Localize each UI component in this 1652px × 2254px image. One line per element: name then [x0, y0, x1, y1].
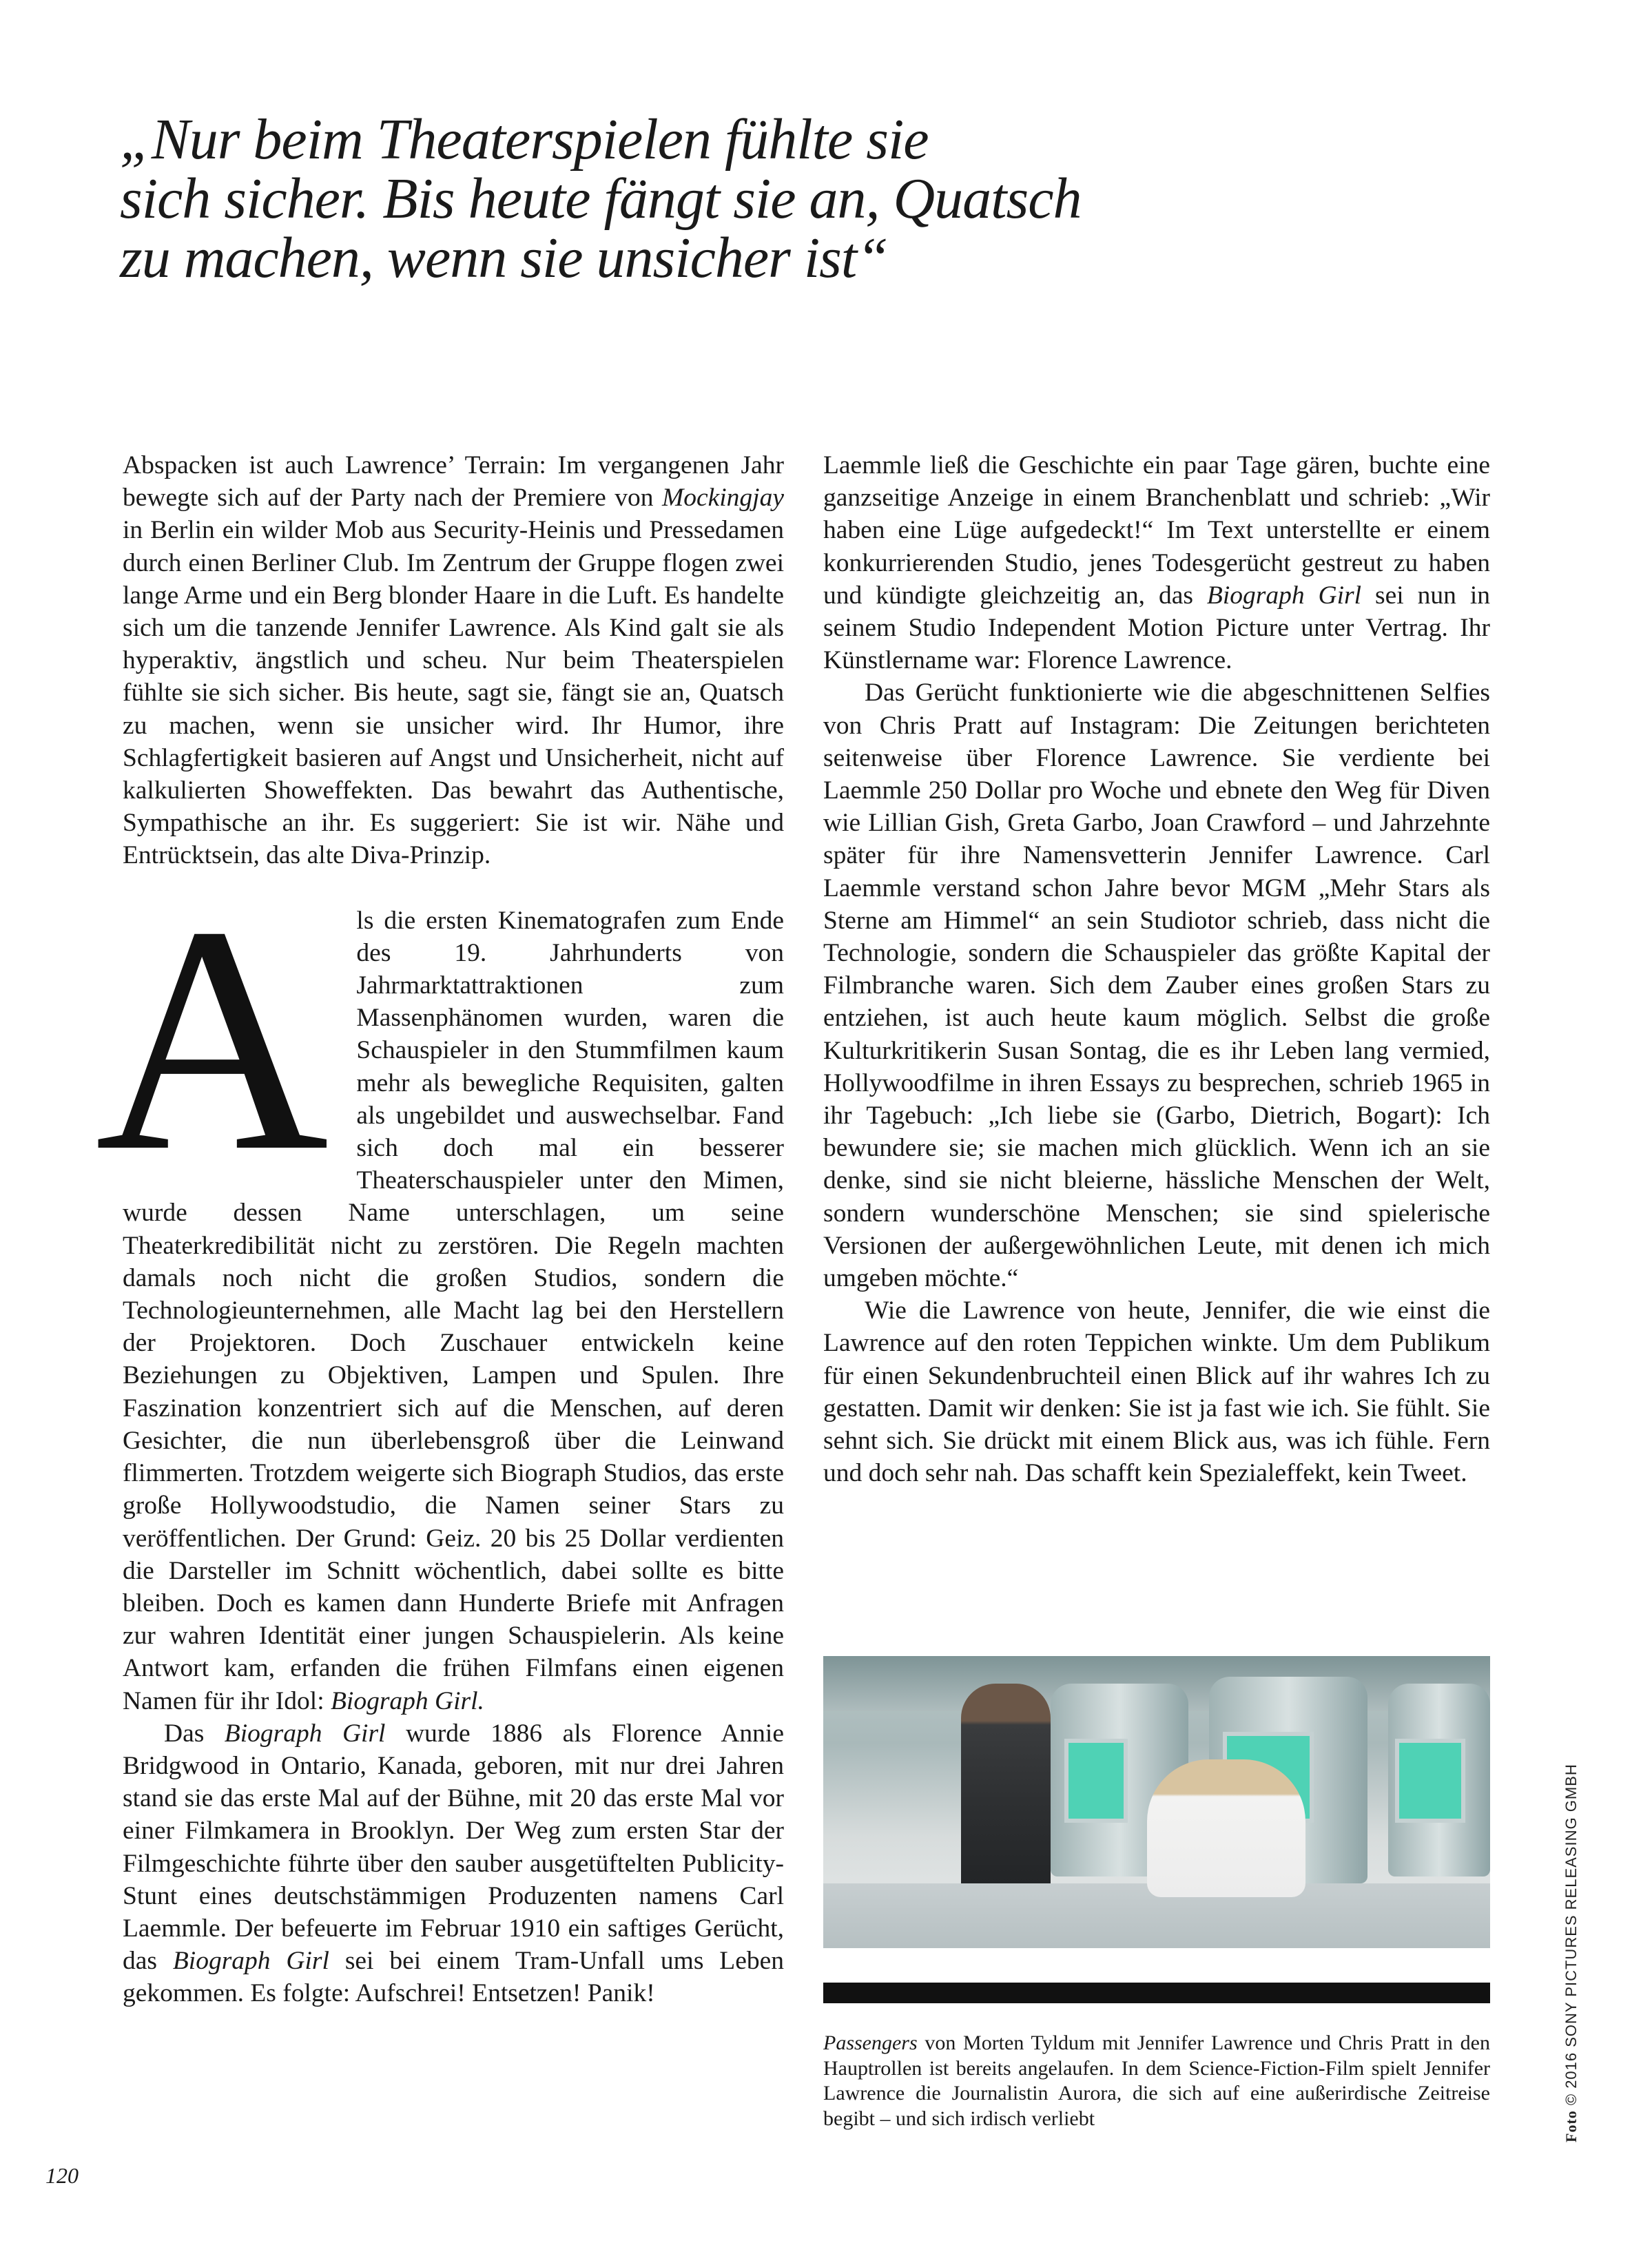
paragraph: Abspacken ist auch Lawrence’ Terrain: Im vergangenen Jahr bewegte sich auf der Party nach der Premiere von Mockingjay in Berlin ein wilder Mob aus Security-Heinis und Pressedamen durch einen Berliner Club. Im Zentrum der Gruppe flogen zwei lange Arme und ein Berg blonder Haare in die Luft. Es handelte sich um die tanzende Jennifer Lawrence. Als Kind galt sie als hyperaktiv, ängstlich und scheu. Nur beim Theaterspielen fühlte sie sich sicher. Bis heute, sagt sie, fängt sie an, Quatsch zu machen, wenn sie unsicher wird. Ihr Humor, ihre Schlagfertigkeit basieren auf Angst und Unsicherheit, nicht auf kalkulierten Showeffekten. Das bewahrt das Authentische, Sympathische an ihr. Es suggeriert: Sie ist wir. Nähe und Entrücktsein, das alte Diva-Prinzip.: [123, 451, 784, 870]
pull-quote-line: sich sicher. Bis heute fängt sie an, Quatsch: [120, 167, 1082, 231]
paragraph-dropcap: A ls die ersten Kinematografen zum Ende des 19. Jahrhunderts von Jahrmarktattraktionen zum Massenphänomen wurden, waren die Schauspieler in den Stummfilmen kaum mehr als bewegliche Requisiten, galten als ungebildet und auswechselbar. Fand sich doch mal ein besserer Theaterschauspieler unter den Mimen, wurde dessen Name unterschlagen, um seine Theaterkredibilität nicht zu zerstören. Die Regeln machten damals noch nicht die großen Studios, sondern die Technologieunternehmen, alle Macht lag bei den Herstellern der Projektoren. Doch Zuschauer entwickeln keine Beziehungen zu Objektiven, Lampen und Spulen. Ihre Faszination konzentriert sich auf die Menschen, auf deren Gesichter, die nun überlebensgroß über die Leinwand flimmerten. Trotzdem weigerte sich Biograph Studios, das erste große Hollywoodstudio, die Namen seiner Stars zu veröffentlichen. Der Grund: Geiz. 20 bis 25 Dollar verdienten die Darsteller im Schnitt wöchentlich, dabei sollte es bitte bleiben. Doch es kamen dann Hunderte Briefe mit Anfragen zur wahren Identität einer jungen Schauspielerin. Als keine Antwort kam, erfanden die frühen Filmfans einen eigenen Namen für ihr Idol: Biograph Girl.: [95, 858, 784, 1715]
photo-figure-woman: [1147, 1759, 1305, 1897]
pull-quote-line: zu machen, wenn sie unsicher ist“: [120, 226, 888, 290]
photo-bar: [823, 1983, 1490, 2003]
paragraph: Das Gerücht funktionierte wie die abgeschnittenen Selfies von Chris Pratt auf Instagram: Die Zeitungen berichteten seitenweise über Florence Lawrence. Sie verdiente bei Laemmle 250 Dollar pro Woche und ebnete den Weg für Diven wie Lillian Gish, Greta Garbo, Joan Crawford – und Jahrzehnte später für ihre Namensvetterin Jennifer Lawrence. Carl Laemmle verstand schon Jahre bevor MGM „Mehr Stars als Sterne am Himmel“ an sein Studiotor schrieb, dass nicht die Technologie, sondern die Schauspieler das größte Kapital der Filmbranche waren. Sich dem Zauber eines großen Stars zu entziehen, ist auch heute kaum möglich. Selbst die große Kulturkritikerin Susan Sontag, die es ihr Leben lang vermied, Hollywoodfilme in ihren Essays zu besprechen, schrieb 1965 in ihr Tagebuch: „Ich liebe sie (Garbo, Dietrich, Bogart): Ich bewundere sie; sie machen mich glücklich. Wenn ich an sie denke, sind sie nicht bleierne, hässliche Menschen der Welt, sondern wunderschöne Menschen; sie sind spielerische Versionen der außergewöhnlichen Leute, mit denen ich mich umgeben möchte.“: [823, 679, 1490, 1293]
pull-quote-line: „Nur beim Theaterspielen fühlte sie: [120, 107, 929, 172]
article-column-right: [823, 449, 1490, 1490]
photo-screen: [1395, 1739, 1465, 1823]
pull-quote: [120, 107, 1195, 290]
photo-screen: [1064, 1739, 1128, 1823]
paragraph: Laemmle ließ die Geschichte ein paar Tage gären, buchte eine ganzseitige Anzeige in einem Branchenblatt und schrieb: „Wir haben eine Lüge aufgedeckt!“ Im Text unterstellte er einem konkurrierenden Studio, jenes Todesgerücht gestreut zu haben und kündigte gleichzeitig an, das Biograph Girl sei nun in seinem Studio Independent Motion Picture unter Vertrag. Ihr Künstlername war: Florence Lawrence.: [823, 451, 1490, 675]
photo-credit: Foto © 2016 SONY PICTURES RELEASING GMBH: [1562, 1764, 1580, 2142]
page-number: 120: [45, 2163, 79, 2188]
photo-caption: Passengers von Morten Tyldum mit Jennifer Lawrence und Chris Pratt in den Hauptrollen ist bereits angelaufen. In dem Science-Fiction-Film spielt Jennifer Lawrence die Journalistin Aurora, die sich auf eine außerirdische Zeitreise begibt – und sich irdisch verliebt: [823, 2031, 1490, 2130]
photo-figure-man: [961, 1684, 1051, 1890]
article-column-left: [95, 449, 784, 2010]
paragraph: Das Biograph Girl wurde 1886 als Florence Annie Bridgwood in Ontario, Kanada, geboren, mit nur drei Jahren stand sie das erste Mal auf der Bühne, mit 20 das erste Mal vor einer Filmkamera in Brooklyn. Der Weg zum ersten Star der Filmgeschichte führte über den sauber ausgetüftelten Publicity-Stunt eines deutschstämmigen Produzenten namens Carl Laemmle. Der befeuerte im Februar 1910 ein saftiges Gerücht, das Biograph Girl sei bei einem Tram-Unfall ums Leben gekommen. Es folgte: Aufschrei! Entsetzen! Panik!: [123, 1719, 784, 2008]
drop-cap: A: [95, 858, 329, 1218]
paragraph: Wie die Lawrence von heute, Jennifer, die wie einst die Lawrence auf den roten Teppichen winkte. Um dem Publikum für einen Sekundenbruchteil einen Blick auf ihr wahres Ich zu gestatten. Damit wir denken: Sie ist ja fast wie ich. Sie fühlt. Sie sehnt sich. Sie drückt mit einem Blick aus, was ich fühle. Fern und doch sehr nah. Das schafft kein Spezialeffekt, kein Tweet.: [823, 1296, 1490, 1488]
film-still-photo: [823, 1656, 1490, 1948]
